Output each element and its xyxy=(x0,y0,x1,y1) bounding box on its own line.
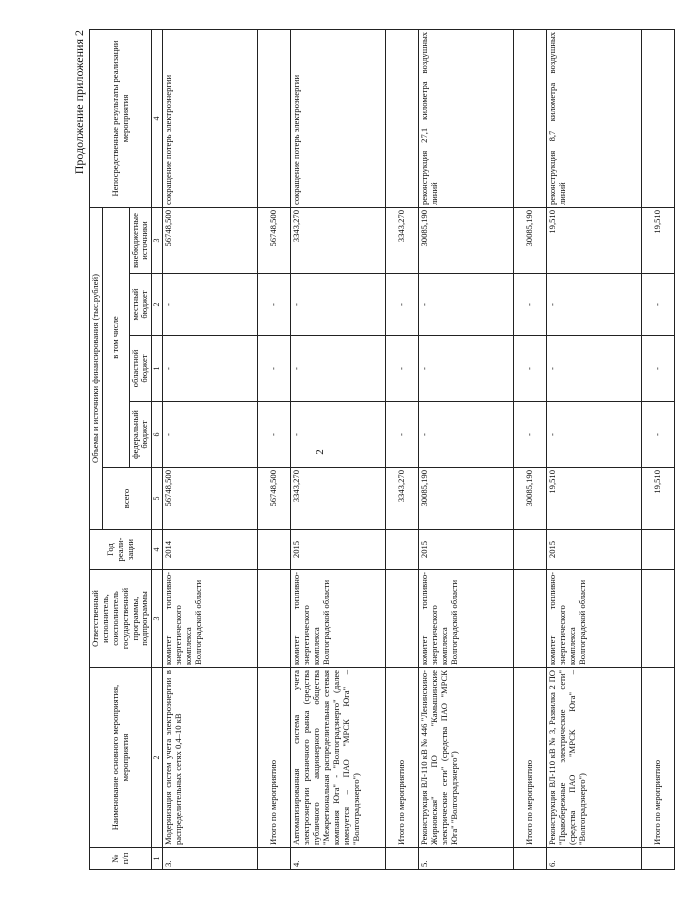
row-name: Реконструкция ВЛ-110 кВ № 3, Развилка 2 ПО "Правобережные электрические сети" (средства ПАО "МРСК Юга" – "Волгоградэнерго") xyxy=(547,668,642,848)
header-regional: областной бюджет xyxy=(129,336,152,402)
row-local: - xyxy=(163,274,258,336)
row-extra: 3343,270 xyxy=(291,207,386,273)
row-year: 2015 xyxy=(291,530,386,570)
sum-local: - xyxy=(514,274,547,336)
header-responsible: Ответственный исполнитель, соисполнитель государственной программы, подпрограммы xyxy=(90,570,152,668)
row-federal: - xyxy=(163,402,258,468)
row-num: 3. xyxy=(163,848,258,870)
row-responsible: комитет топливно-энергетического комплекса Волгоградской области xyxy=(291,570,386,668)
table-row xyxy=(291,29,386,869)
header-local: местный бюджет xyxy=(129,274,152,336)
row-extra: 56748,500 xyxy=(163,207,258,273)
row-regional: - xyxy=(291,336,386,402)
row-responsible: комитет топливно-энергетического комплекса Волгоградской области xyxy=(547,570,642,668)
sum-total: 56748,500 xyxy=(258,468,291,530)
sum-federal: - xyxy=(642,402,675,468)
sum-local: - xyxy=(258,274,291,336)
sum-regional: - xyxy=(258,336,291,402)
sum-local: - xyxy=(386,274,419,336)
header-results: Непосредственные результаты реализации мероприятия xyxy=(90,29,152,207)
sum-label: Итого по мероприятию xyxy=(514,668,547,848)
rotated-page xyxy=(72,30,663,870)
table-row xyxy=(419,29,514,869)
row-local: - xyxy=(419,274,514,336)
sum-extra: 3343,270 xyxy=(386,207,419,273)
row-name: Автоматизированная система учета электроэнергии розничного рынка (средства публичного акционерного общества "Межрегиональная распределительная сетевая компания Юга" - "Волгоградэнерго" (далее именуется – ПАО "МРСК Юга" – "Волгоградэнерго") xyxy=(291,668,386,848)
appendix-caption: Продолжение приложения 2 xyxy=(72,30,86,175)
row-total: 19,510 xyxy=(547,468,642,530)
column-number-row xyxy=(152,29,163,869)
header-federal: федеральный бюджет xyxy=(129,402,152,468)
table-row-total xyxy=(642,29,675,869)
row-federal: - xyxy=(291,402,386,468)
program-table xyxy=(89,29,675,870)
header-including: в том числе xyxy=(102,207,129,467)
sum-regional: - xyxy=(642,336,675,402)
sum-federal: - xyxy=(386,402,419,468)
sum-regional: - xyxy=(514,336,547,402)
header-extra: внебюджетные источники xyxy=(129,207,152,273)
column-number: 6 xyxy=(152,402,163,468)
row-year: 2014 xyxy=(163,530,258,570)
row-federal: - xyxy=(419,402,514,468)
column-number: 4 xyxy=(152,530,163,570)
sum-extra: 30085,190 xyxy=(514,207,547,273)
column-number: 2 xyxy=(152,668,163,848)
column-number: 3 xyxy=(152,207,163,273)
row-result: сокращение потерь электроэнергии xyxy=(163,29,258,207)
row-regional: - xyxy=(547,336,642,402)
row-year: 2015 xyxy=(419,530,514,570)
sum-federal: - xyxy=(258,402,291,468)
column-number: 2 xyxy=(152,274,163,336)
row-name: Модернизация систем учета электроэнергии в распределительных сетях 0,4–10 кВ xyxy=(163,668,258,848)
column-number: 3 xyxy=(152,570,163,668)
table-row-total xyxy=(386,29,419,869)
row-total: 3343,270 xyxy=(291,468,386,530)
sum-local: - xyxy=(642,274,675,336)
header-num: № п/п xyxy=(90,848,152,870)
header-total: всего xyxy=(102,468,151,530)
sum-total: 3343,270 xyxy=(386,468,419,530)
sum-total: 30085,190 xyxy=(514,468,547,530)
header-funding: Объемы и источники финансирования (тыс.рублей) xyxy=(90,207,103,529)
row-local: - xyxy=(291,274,386,336)
sum-total: 19,510 xyxy=(642,468,675,530)
row-num: 5. xyxy=(419,848,514,870)
sum-extra: 56748,500 xyxy=(258,207,291,273)
row-local: - xyxy=(547,274,642,336)
row-responsible: комитет топливно-энергетического комплекса Волгоградской области xyxy=(419,570,514,668)
row-responsible: комитет топливно-энергетического комплекса Волгоградской области xyxy=(163,570,258,668)
row-regional: - xyxy=(163,336,258,402)
table-row-total xyxy=(514,29,547,869)
row-total: 30085,190 xyxy=(419,468,514,530)
row-federal: - xyxy=(547,402,642,468)
table-row-total xyxy=(258,29,291,869)
row-result: сокращение потерь электроэнергии xyxy=(291,29,386,207)
header-name: Наименование основного мероприятия, мероприятия xyxy=(90,668,152,848)
column-number: 4 xyxy=(152,29,163,207)
row-result: реконструкция 27,1 километра воздушных линий xyxy=(419,29,514,207)
row-extra: 19,510 xyxy=(547,207,642,273)
page-number: 2 xyxy=(314,449,326,455)
header-year: Год реали-зации xyxy=(90,530,152,570)
sum-regional: - xyxy=(386,336,419,402)
row-total: 56748,500 xyxy=(163,468,258,530)
row-result: реконструкция 8,7 километра воздушных линий xyxy=(547,29,642,207)
row-extra: 30085,190 xyxy=(419,207,514,273)
row-name: Реконструкция ВЛ-110 кВ № 446 "Ленинскино-Жирновская" ПО "Камышинские электрические сети" (средства ПАО "МРСК Юга" "Волгоградэнерго") xyxy=(419,668,514,848)
column-number: 5 xyxy=(152,468,163,530)
row-num: 6. xyxy=(547,848,642,870)
sum-label: Итого по мероприятию xyxy=(386,668,419,848)
row-regional: - xyxy=(419,336,514,402)
table-row xyxy=(547,29,642,869)
table-row xyxy=(163,29,258,869)
sum-extra: 19,510 xyxy=(642,207,675,273)
column-number: 1 xyxy=(152,336,163,402)
sum-label: Итого по мероприятию xyxy=(642,668,675,848)
row-year: 2015 xyxy=(547,530,642,570)
sum-label: Итого по мероприятию xyxy=(258,668,291,848)
row-num: 4. xyxy=(291,848,386,870)
sum-federal: - xyxy=(514,402,547,468)
column-number: 1 xyxy=(152,848,163,870)
